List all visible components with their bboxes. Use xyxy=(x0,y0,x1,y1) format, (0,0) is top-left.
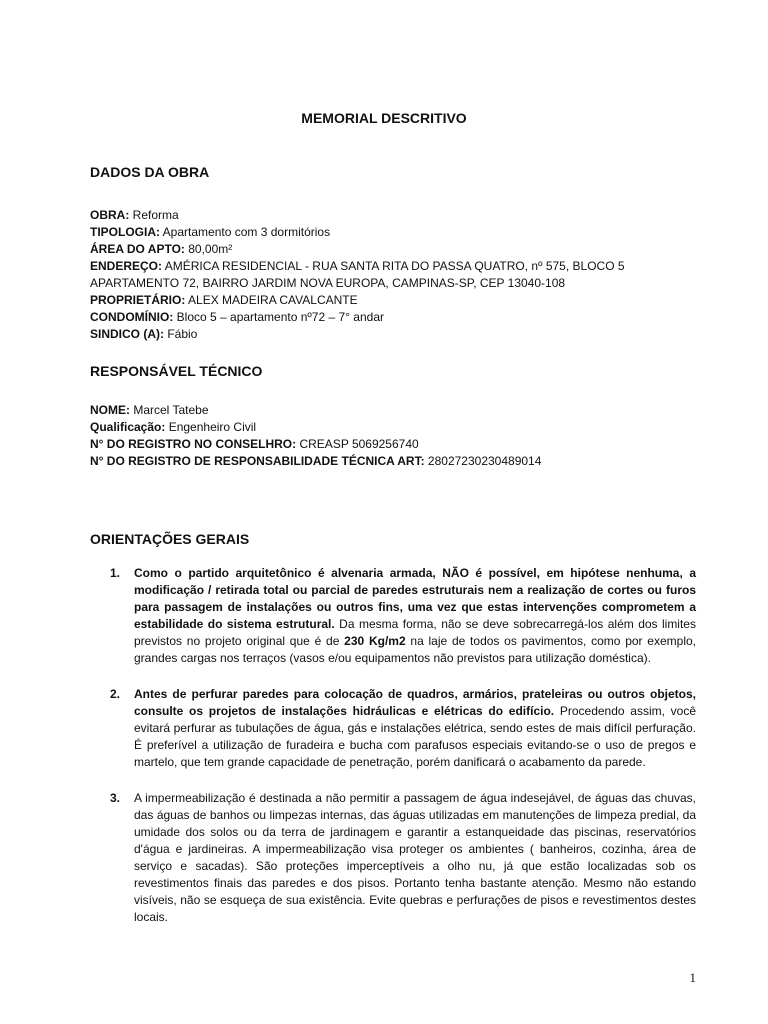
field-registro-art xyxy=(90,453,696,470)
field-value: AMÉRICA RESIDENCIAL - RUA SANTA RITA DO PASSA QUATRO, nº 575, BLOCO 5 xyxy=(162,259,625,273)
field-value: Marcel Tatebe xyxy=(130,403,209,417)
field-label: Qualificação: xyxy=(90,420,166,434)
responsavel-block xyxy=(90,402,696,470)
dados-obra-block xyxy=(90,207,696,343)
orientacoes-list xyxy=(90,565,696,945)
field-proprietario xyxy=(90,292,696,309)
section-heading-dados-obra: DADOS DA OBRA xyxy=(90,164,210,180)
field-label: SINDICO (A): xyxy=(90,327,164,341)
field-label: NOME: xyxy=(90,403,130,417)
field-obra xyxy=(90,207,696,224)
field-value: ALEX MADEIRA CAVALCANTE xyxy=(185,293,358,307)
field-qualificacao xyxy=(90,419,696,436)
field-value: 28027230230489014 xyxy=(424,454,542,468)
field-label: PROPRIETÁRIO: xyxy=(90,293,186,307)
field-area xyxy=(90,241,696,258)
item-text: Da mesma forma, não se deve sobrecarregá-los além dos limites previstos no projeto original que é de xyxy=(134,617,696,648)
field-value: Fábio xyxy=(164,327,198,341)
item-text: Procedendo assim, você evitará perfurar as tubulações de água, gás e instalações elétrica, sendo estes de mais difícil perfuração. É preferível a utilização de furadeira e bucha com parafusos especiais evitando-se o uso de pregos e martelo, que tem grande capacidade de penetração, porém danificará o acabamento da parede. xyxy=(134,704,696,769)
field-endereco xyxy=(90,258,696,275)
item-text: A impermeabilização é destinada a não permitir a passagem de água indesejável, de águas das chuvas, das águas de banhos ou limpezas internas, das águas utilizadas em manutenções de limpeza predial, da umidade dos solos ou da terra de jardinagem e garantir a estanqueidade das piscinas, reservatórios d'água e jardineiras. A impermeabilização visa proteger os ambientes ( banheiros, cozinha, área de serviço e sacadas). São proteções imperceptíveis a olho nu, já que estão localizadas sob os revestimentos finais das paredes e dos pisos. Portanto tenha bastante atenção. Mesmo não estando visíveis, não se esqueça de sua existência. Evite quebras e perfurações de pisos e revestimentos destes locais. xyxy=(134,791,696,924)
field-value: CREASP 5069256740 xyxy=(296,437,419,451)
field-label: TIPOLOGIA: xyxy=(90,225,160,239)
field-condominio xyxy=(90,309,696,326)
field-value: Bloco 5 – apartamento nº72 – 7° andar xyxy=(173,310,384,324)
field-value: Engenheiro Civil xyxy=(165,420,257,434)
field-label: N° DO REGISTRO NO CONSELHRO: xyxy=(90,437,297,451)
field-endereco-continuation: APARTAMENTO 72, BAIRRO JARDIM NOVA EUROPA, CAMPINAS-SP, CEP 13040-108 xyxy=(90,276,566,290)
item-bold-text: Antes de perfurar paredes para colocação de quadros, armários, prateleiras ou outros objetos, consulte os projetos de instalações hidráulicas e elétricas do edifício. xyxy=(134,687,696,718)
list-item xyxy=(90,790,696,926)
list-item-number: 2. xyxy=(110,687,121,701)
field-sindico xyxy=(90,326,696,343)
field-label: CONDOMÍNIO: xyxy=(90,310,174,324)
item-text: na laje de todos os pavimentos, como por exemplo, grandes cargas nos terraços (vasos e/ou equipamentos não previstos para utilização doméstica). xyxy=(134,634,696,665)
document-title: MEMORIAL DESCRITIVO xyxy=(301,110,467,126)
field-value: Apartamento com 3 dormitórios xyxy=(160,225,331,239)
list-item xyxy=(90,565,696,667)
field-label: OBRA: xyxy=(90,208,130,222)
list-item xyxy=(90,686,696,771)
field-nome xyxy=(90,402,696,419)
item-bold-text: Como o partido arquitetônico é alvenaria armada, NÃO é possível, em hipótese nenhuma, a modificação / retirada total ou parcial de paredes estruturais nem a realização de cortes ou furos para passagem de instalações ou outros fins, uma vez que estas intervenções comprometem a estabilidade do sistema estrutural. xyxy=(134,566,696,631)
section-heading-responsavel: RESPONSÁVEL TÉCNICO xyxy=(90,363,263,379)
field-tipologia xyxy=(90,224,696,241)
field-value: Reforma xyxy=(129,208,179,222)
section-heading-orientacoes: ORIENTAÇÕES GERAIS xyxy=(90,531,250,547)
list-item-number: 1. xyxy=(110,566,121,580)
field-label: N° DO REGISTRO DE RESPONSABILIDADE TÉCNICA ART: xyxy=(90,454,425,468)
list-item-number: 3. xyxy=(110,791,121,805)
field-label: ÁREA DO APTO: xyxy=(90,242,185,256)
field-label: ENDEREÇO: xyxy=(90,259,163,273)
field-registro-conselho xyxy=(90,436,696,453)
field-value: 80,00m² xyxy=(184,242,233,256)
page-number: 1 xyxy=(689,970,696,985)
item-bold-value: 230 Kg/m2 xyxy=(344,634,406,648)
